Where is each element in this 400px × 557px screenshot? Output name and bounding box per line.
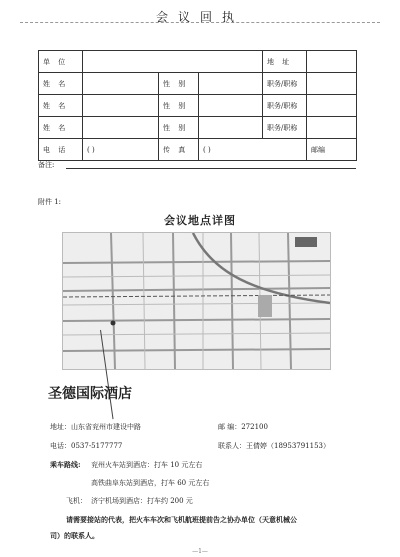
gender-field[interactable] — [199, 73, 263, 95]
postcode-label: 邮编 — [307, 139, 357, 161]
table-row — [39, 117, 357, 139]
title-label: 职务/职称 — [263, 95, 307, 117]
hotel-phone: 电话：0537-5177777 — [50, 442, 123, 450]
form-title: 会议回执 — [155, 10, 244, 24]
pickup-note-line2: 司）的联系人。 — [50, 531, 99, 540]
hotel-name: 圣德国际酒店 — [48, 386, 132, 402]
attachment-label: 附件 1: — [38, 198, 62, 206]
venue-map-title: 会议地点详图 — [164, 214, 236, 227]
routes-label: 乘车路线: — [50, 460, 81, 469]
name-label: 姓 名 — [39, 95, 83, 117]
name-field[interactable] — [83, 117, 159, 139]
table-row — [39, 95, 357, 117]
gender-field[interactable] — [199, 117, 263, 139]
route-highspeed: 高铁曲阜东站到酒店，打车 60 元左右 — [91, 479, 210, 487]
title-label: 职务/职称 — [263, 117, 307, 139]
notes-label: 备注: — [38, 161, 55, 169]
route-plane: 济宁机场到酒店：打车约 200 元 — [91, 497, 193, 505]
table-row — [39, 51, 357, 73]
title-field[interactable] — [307, 73, 357, 95]
plane-label: 飞机： — [66, 497, 87, 505]
gender-field[interactable] — [199, 95, 263, 117]
gender-label: 性 别 — [159, 117, 199, 139]
name-field[interactable] — [83, 73, 159, 95]
title-field[interactable] — [307, 117, 357, 139]
title-label: 职务/职称 — [263, 73, 307, 95]
pickup-note-line1: 请需要接站的代表，把火车车次和飞机航班提前告之协办单位（天意机械公 — [66, 515, 297, 524]
name-field[interactable] — [83, 95, 159, 117]
address-label: 地 址 — [263, 51, 307, 73]
reply-form-table — [38, 50, 357, 161]
name-label: 姓 名 — [39, 73, 83, 95]
address-field[interactable] — [307, 51, 357, 73]
phone-label: 电 话 — [39, 139, 83, 161]
contact-person: 联系人：王倩婷（18953791153） — [218, 442, 330, 450]
hotel-postcode: 邮 编：272100 — [218, 423, 268, 431]
table-row — [39, 73, 357, 95]
title-field[interactable] — [307, 95, 357, 117]
fax-field[interactable]: ( ) — [199, 139, 307, 161]
name-label: 姓 名 — [39, 117, 83, 139]
unit-label: 单 位 — [39, 51, 83, 73]
fax-label: 传 真 — [159, 139, 199, 161]
gender-label: 性 别 — [159, 73, 199, 95]
table-row — [39, 139, 357, 161]
phone-field[interactable]: ( ) — [83, 139, 159, 161]
notes-field[interactable] — [66, 168, 356, 169]
page-number: —1— — [192, 548, 208, 555]
gender-label: 性 别 — [159, 95, 199, 117]
unit-field[interactable] — [83, 51, 263, 73]
hotel-address: 地址：山东省兖州市建设中路 — [50, 423, 141, 431]
route-train: 兖州火车站到酒店：打车 10 元左右 — [91, 461, 203, 469]
